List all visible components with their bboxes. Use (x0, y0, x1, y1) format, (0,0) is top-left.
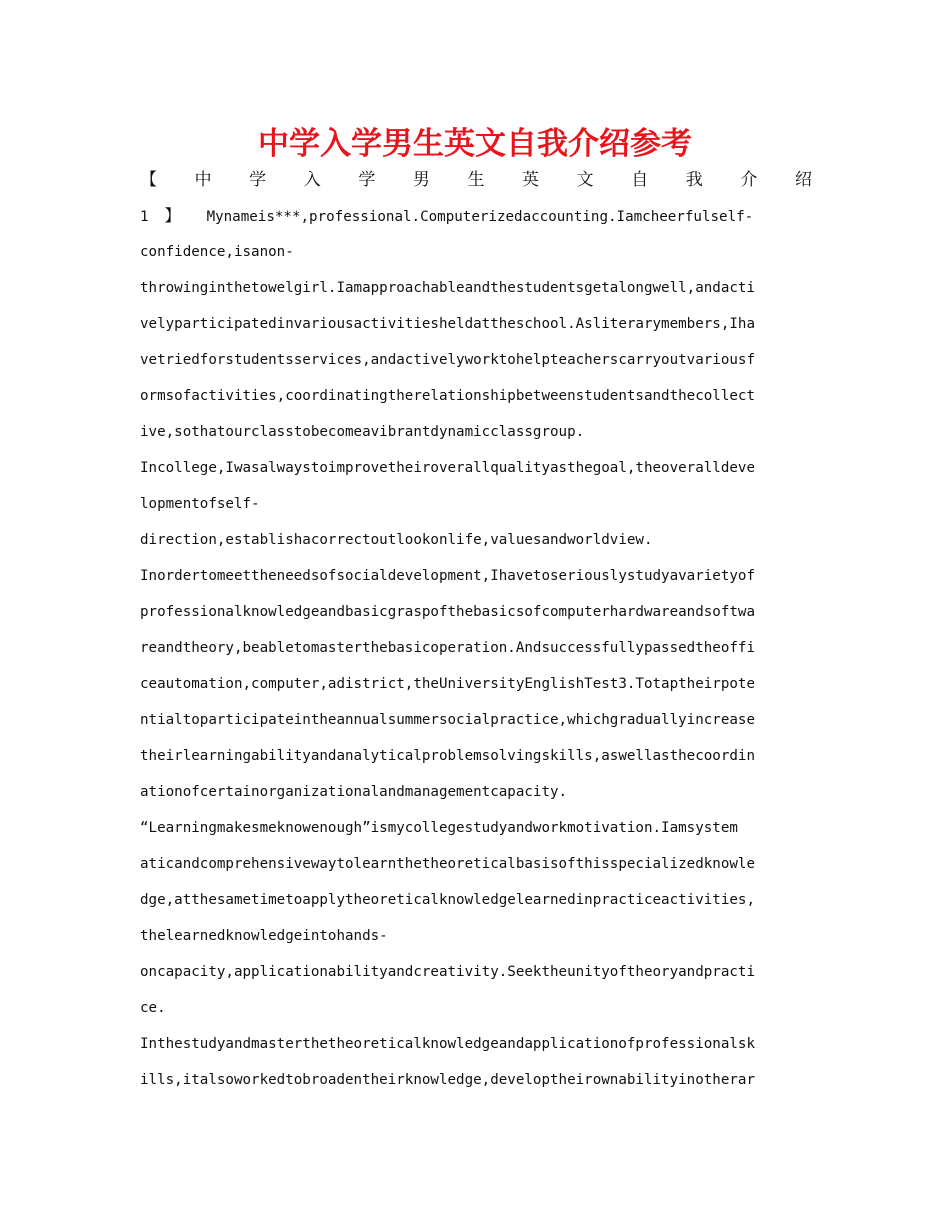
heading-char: 学 (249, 170, 267, 190)
text-line: throwinginthetowelgirl.Iamapproachableandthestudentsgetalongwell,andacti (140, 280, 755, 296)
text-line: ive,sothatourclasstobecomeavibrantdynamicclassgroup. (140, 424, 585, 440)
document-title: 中学入学男生英文自我介绍参考 (258, 126, 692, 162)
heading-char: 中 (194, 170, 212, 190)
heading-char: 生 (467, 170, 485, 190)
heading-number: 1 (140, 209, 149, 225)
heading-line (140, 162, 812, 198)
text-line: aticandcomprehensivewaytolearnthetheoreticalbasisofthisspecializedknowle (140, 856, 755, 872)
text-line: Inordertomeettheneedsofsocialdevelopment,Ihavetoseriouslystudyavarietyof (140, 568, 755, 584)
heading-char: 绍 (794, 170, 812, 190)
text-line: lopmentofself- (140, 496, 260, 512)
text-line: ationofcertainorganizationalandmanagementcapacity. (140, 784, 568, 800)
heading-char: 自 (631, 170, 649, 190)
heading-char: 介 (740, 170, 758, 190)
heading-char: 文 (576, 170, 594, 190)
text-line: ills,italsoworkedtobroadentheirknowledge,developtheirownabilityinotherar (140, 1072, 755, 1088)
text-line: thelearnedknowledgeintohands- (140, 928, 388, 944)
heading-char: 入 (303, 170, 321, 190)
text-line: dge,atthesametimetoapplytheoreticalknowledgelearnedinpracticeactivities, (140, 892, 755, 908)
text-line: professionalknowledgeandbasicgraspofthebasicsofcomputerhardwareandsoftwa (140, 604, 755, 620)
text-line: direction,establishacorrectoutlookonlife,valuesandworldview. (140, 532, 653, 548)
text-line: reandtheory,beabletomasterthebasicoperation.Andsuccessfullypassedtheoffi (140, 640, 755, 656)
text-line (140, 198, 812, 234)
text-line: confidence,isanon- (140, 244, 294, 260)
heading-char: 我 (685, 170, 703, 190)
heading-char: 英 (522, 170, 540, 190)
text-line: Inthestudyandmasterthetheoreticalknowledgeandapplicationofprofessionalsk (140, 1036, 755, 1052)
heading-bracket: 】 (164, 206, 181, 225)
text-line: ceautomation,computer,adistrict,theUniversityEnglishTest3.Totaptheirpote (140, 676, 755, 692)
text-line: “Learningmakesmeknowenough”ismycollegestudyandworkmotivation.Iamsystem (140, 820, 738, 836)
document-body (140, 162, 812, 1098)
text-line: vetriedforstudentsservices,andactivelyworktohelpteacherscarryoutvariousf (140, 352, 755, 368)
heading-char: 男 (412, 170, 430, 190)
text-line: ntialtoparticipateintheannualsummersocialpractice,whichgraduallyincrease (140, 712, 755, 728)
text-line: Incollege,Iwasalwaystoimprovetheiroverallqualityasthegoal,theoveralldeve (140, 460, 755, 476)
heading-char: 【 (140, 170, 157, 190)
text-line: ce. (140, 1000, 166, 1016)
heading-char: 学 (358, 170, 376, 190)
text-line: oncapacity,applicationabilityandcreativity.Seektheunityoftheoryandpracti (140, 964, 755, 980)
text-line: theirlearningabilityandanalyticalproblemsolvingskills,aswellasthecoordin (140, 748, 755, 764)
text-line: ormsofactivities,coordinatingtherelationshipbetweenstudentsandthecollect (140, 388, 755, 404)
paragraph-text: Mynameis***,professional.Computerizedaccounting.Iamcheerfulself- (206, 209, 754, 225)
text-line: velyparticipatedinvariousactivitiesheldattheschool.Asliterarymembers,Iha (140, 316, 755, 332)
